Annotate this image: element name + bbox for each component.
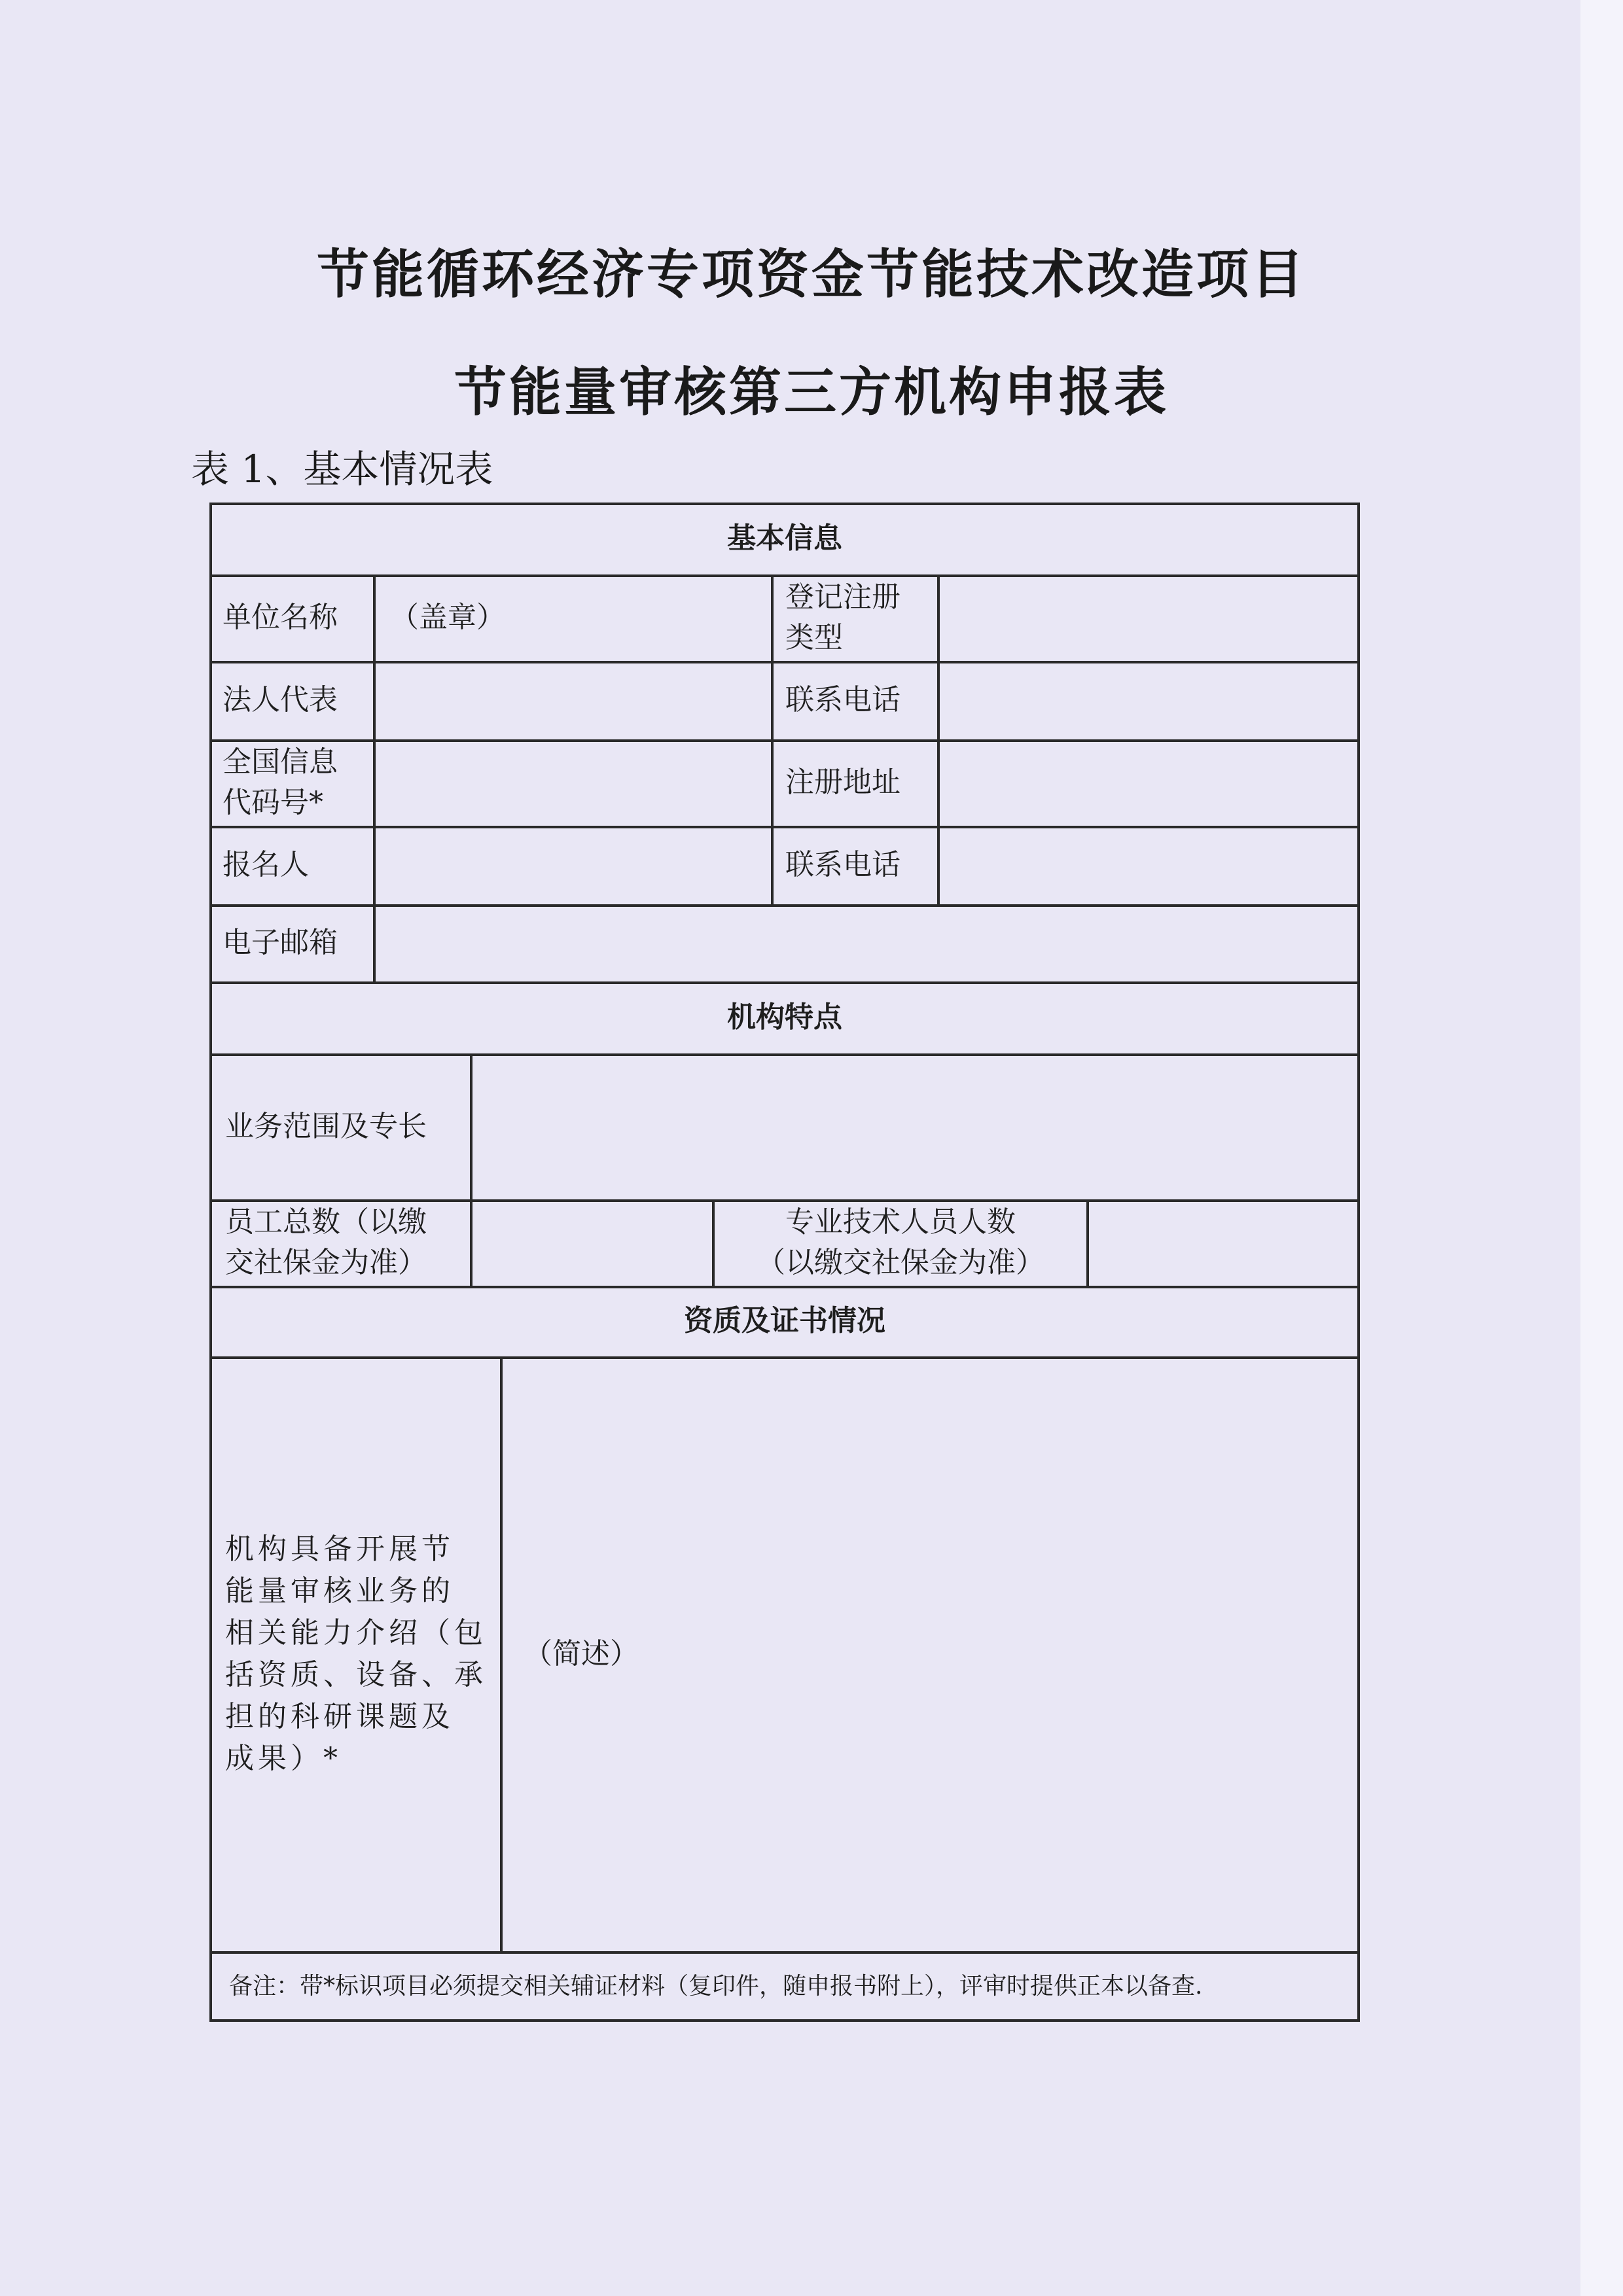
email-field[interactable] [376, 904, 1359, 981]
label-registration-type [785, 574, 937, 661]
legal-rep-field[interactable] [376, 661, 771, 739]
contact-phone-field[interactable] [940, 661, 1359, 739]
label-contact-phone: 联系电话 [785, 683, 901, 716]
label-reg-address: 注册地址 [785, 766, 901, 799]
form-title-line1: 节能循环经济专项资金节能技术改造项目 [317, 244, 1306, 305]
registration-type-field[interactable] [940, 574, 1359, 661]
label-unit-name: 单位名称 [223, 601, 338, 634]
label-tech-staff [715, 1199, 1086, 1286]
ability-line-4: 括资质、设备、承 [225, 1657, 487, 1691]
label-staff-total-line2: 交社保金为准） [225, 1246, 427, 1279]
section-qualification: 资质及证书情况 [684, 1304, 885, 1337]
reg-address-field[interactable] [940, 739, 1359, 826]
national-code-field[interactable] [376, 739, 771, 826]
label-contact-phone-2: 联系电话 [785, 848, 901, 881]
label-national-code [223, 739, 373, 826]
ability-line-2: 能量审核业务的 [225, 1574, 454, 1608]
unit-name-field[interactable]: （盖章） [390, 601, 505, 634]
ability-line-1: 机构具备开展节 [225, 1532, 454, 1566]
label-tech-staff-line2: （以缴交社保金为准） [757, 1246, 1044, 1279]
page-edge [1580, 0, 1623, 2296]
applicant-field[interactable] [376, 826, 771, 904]
label-national-code-line2: 代码号* [223, 786, 323, 819]
label-tech-staff-line1: 专业技术人员人数 [785, 1205, 1016, 1239]
label-ability-intro [225, 1356, 497, 1951]
label-email: 电子邮箱 [223, 926, 338, 959]
footer-note: 备注：带*标识项目必须提交相关辅证材料（复印件，随申报书附上），评审时提供正本以备查. [229, 1973, 1203, 2000]
label-legal-rep: 法人代表 [223, 683, 338, 716]
label-staff-total-line1: 员工总数（以缴 [225, 1205, 427, 1239]
ability-line-5: 担的科研课题及 [225, 1699, 454, 1733]
section-basic-info: 基本信息 [727, 521, 842, 555]
label-staff-total [225, 1199, 470, 1286]
ability-intro-field[interactable]: （简述） [524, 1636, 639, 1670]
tech-staff-field[interactable] [1089, 1199, 1359, 1286]
ability-line-3: 相关能力介绍（包 [225, 1616, 487, 1650]
label-business-scope: 业务范围及专长 [225, 1109, 427, 1143]
table-caption: 表 1、基本情况表 [191, 447, 493, 491]
label-national-code-line1: 全国信息 [223, 745, 338, 779]
label-applicant: 报名人 [223, 848, 309, 881]
form-title-line2: 节能量审核第三方机构申报表 [454, 362, 1169, 423]
label-registration-type-line1: 登记注册 [785, 580, 901, 614]
staff-total-field[interactable] [473, 1199, 712, 1286]
contact-phone-2-field[interactable] [940, 826, 1359, 904]
ability-line-6: 成果）* [225, 1741, 342, 1775]
label-registration-type-line2: 类型 [785, 621, 843, 654]
section-features: 机构特点 [727, 1000, 842, 1034]
business-scope-field[interactable] [473, 1053, 1359, 1199]
